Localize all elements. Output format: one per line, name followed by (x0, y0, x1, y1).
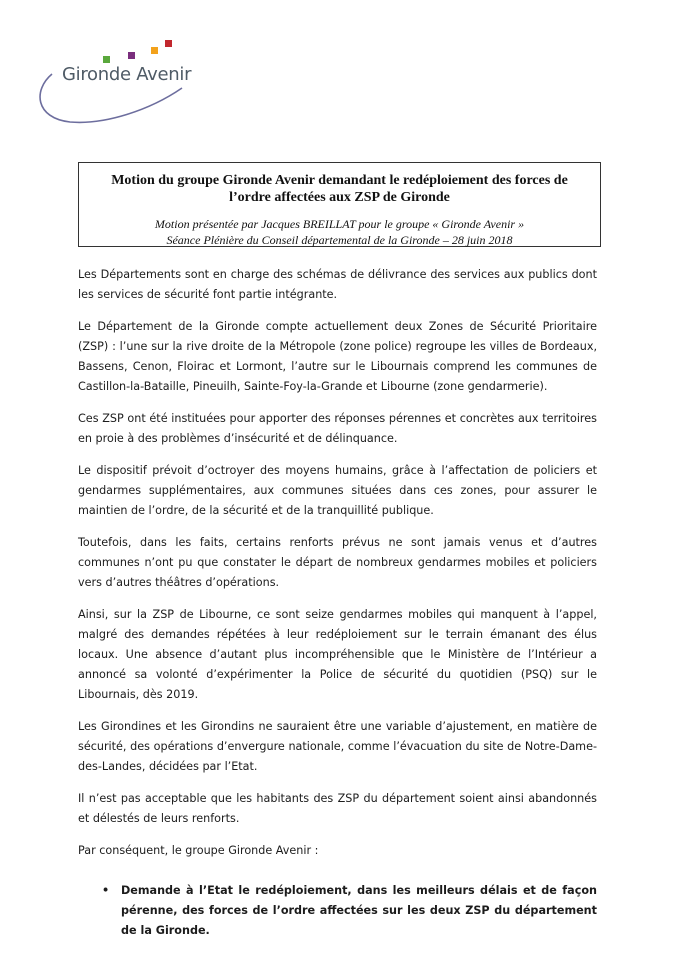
paragraph: Il n’est pas acceptable que les habitants des ZSP du département soient ainsi abandonnés et délestés de leurs renforts. (78, 792, 597, 825)
logo-text: Gironde Avenir (62, 64, 192, 85)
motion-presenter: Motion présentée par Jacques BREILLAT pour le groupe « Gironde Avenir » (154, 217, 525, 231)
session-date: Séance Plénière du Conseil départemental de la Gironde – 28 juin 2018 (166, 233, 513, 247)
resolution-list (78, 881, 597, 941)
paragraph: Toutefois, dans les faits, certains renforts prévus ne sont jamais venus et d’autres communes n’ont pu que constater le départ de nombreux gendarmes mobiles et policiers vers d’autres théâtres d’opérations. (78, 536, 597, 589)
logo-square-red (165, 40, 172, 47)
paragraph: Par conséquent, le groupe Gironde Avenir : (78, 844, 319, 857)
title-box (78, 162, 601, 247)
document-title: Motion du groupe Gironde Avenir demandant le redéploiement des forces de l’ordre affectées aux ZSP de Gironde (111, 173, 568, 205)
bullet-icon: • (102, 884, 110, 897)
paragraph: Ces ZSP ont été instituées pour apporter des réponses pérennes et concrètes aux territoires en proie à des problèmes d’insécurité et de délinquance. (78, 412, 597, 445)
resolution-text: Demande à l’Etat le redéploiement, dans les meilleurs délais et de façon pérenne, des forces de l’ordre affectées sur les deux ZSP du département de la Gironde. (121, 884, 597, 937)
logo-square-purple (128, 52, 135, 59)
paragraph: Le dispositif prévoit d’octroyer des moyens humains, grâce à l’affectation de policiers et gendarmes supplémentaires, aux communes situées dans ces zones, pour assurer le maintien de l’ordre, de la sécurité et de la tranquillité publique. (78, 464, 597, 517)
logo-square-orange (151, 47, 158, 54)
paragraph: Le Département de la Gironde compte actuellement deux Zones de Sécurité Prioritaire (ZSP) : l’une sur la rive droite de la Métropole (zone police) regroupe les villes de Bordeaux, Bassens, Cenon, Floirac et Lormont, l’autre sur le Libournais comprend les communes de Castillon-la-Bataille, Pineuilh, Sainte-Foy-la-Grande et Libourne (zone gendarmerie). (78, 320, 597, 393)
list-item (78, 881, 597, 941)
paragraph: Les Girondines et les Girondins ne sauraient être une variable d’ajustement, en matière de sécurité, des opérations d’envergure nationale, comme l’évacuation du site de Notre-Dame-des-Landes, décidées par l’Etat. (78, 720, 597, 773)
paragraph: Ainsi, sur la ZSP de Libourne, ce sont seize gendarmes mobiles qui manquent à l’appel, malgré des demandes répétées à leur redéploiement sur le terrain émanant des élus locaux. Une absence d’autant plus incompréhensible que le Ministère de l’Intérieur a annoncé sa volonté d’expérimenter la Police de sécurité du quotidien (PSQ) sur le Libournais, dès 2019. (78, 608, 597, 701)
paragraph: Les Départements sont en charge des schémas de délivrance des services aux publics dont les services de sécurité font partie intégrante. (78, 268, 597, 301)
gironde-avenir-logo (30, 30, 210, 125)
logo-square-green (103, 56, 110, 63)
document-body (78, 265, 597, 941)
